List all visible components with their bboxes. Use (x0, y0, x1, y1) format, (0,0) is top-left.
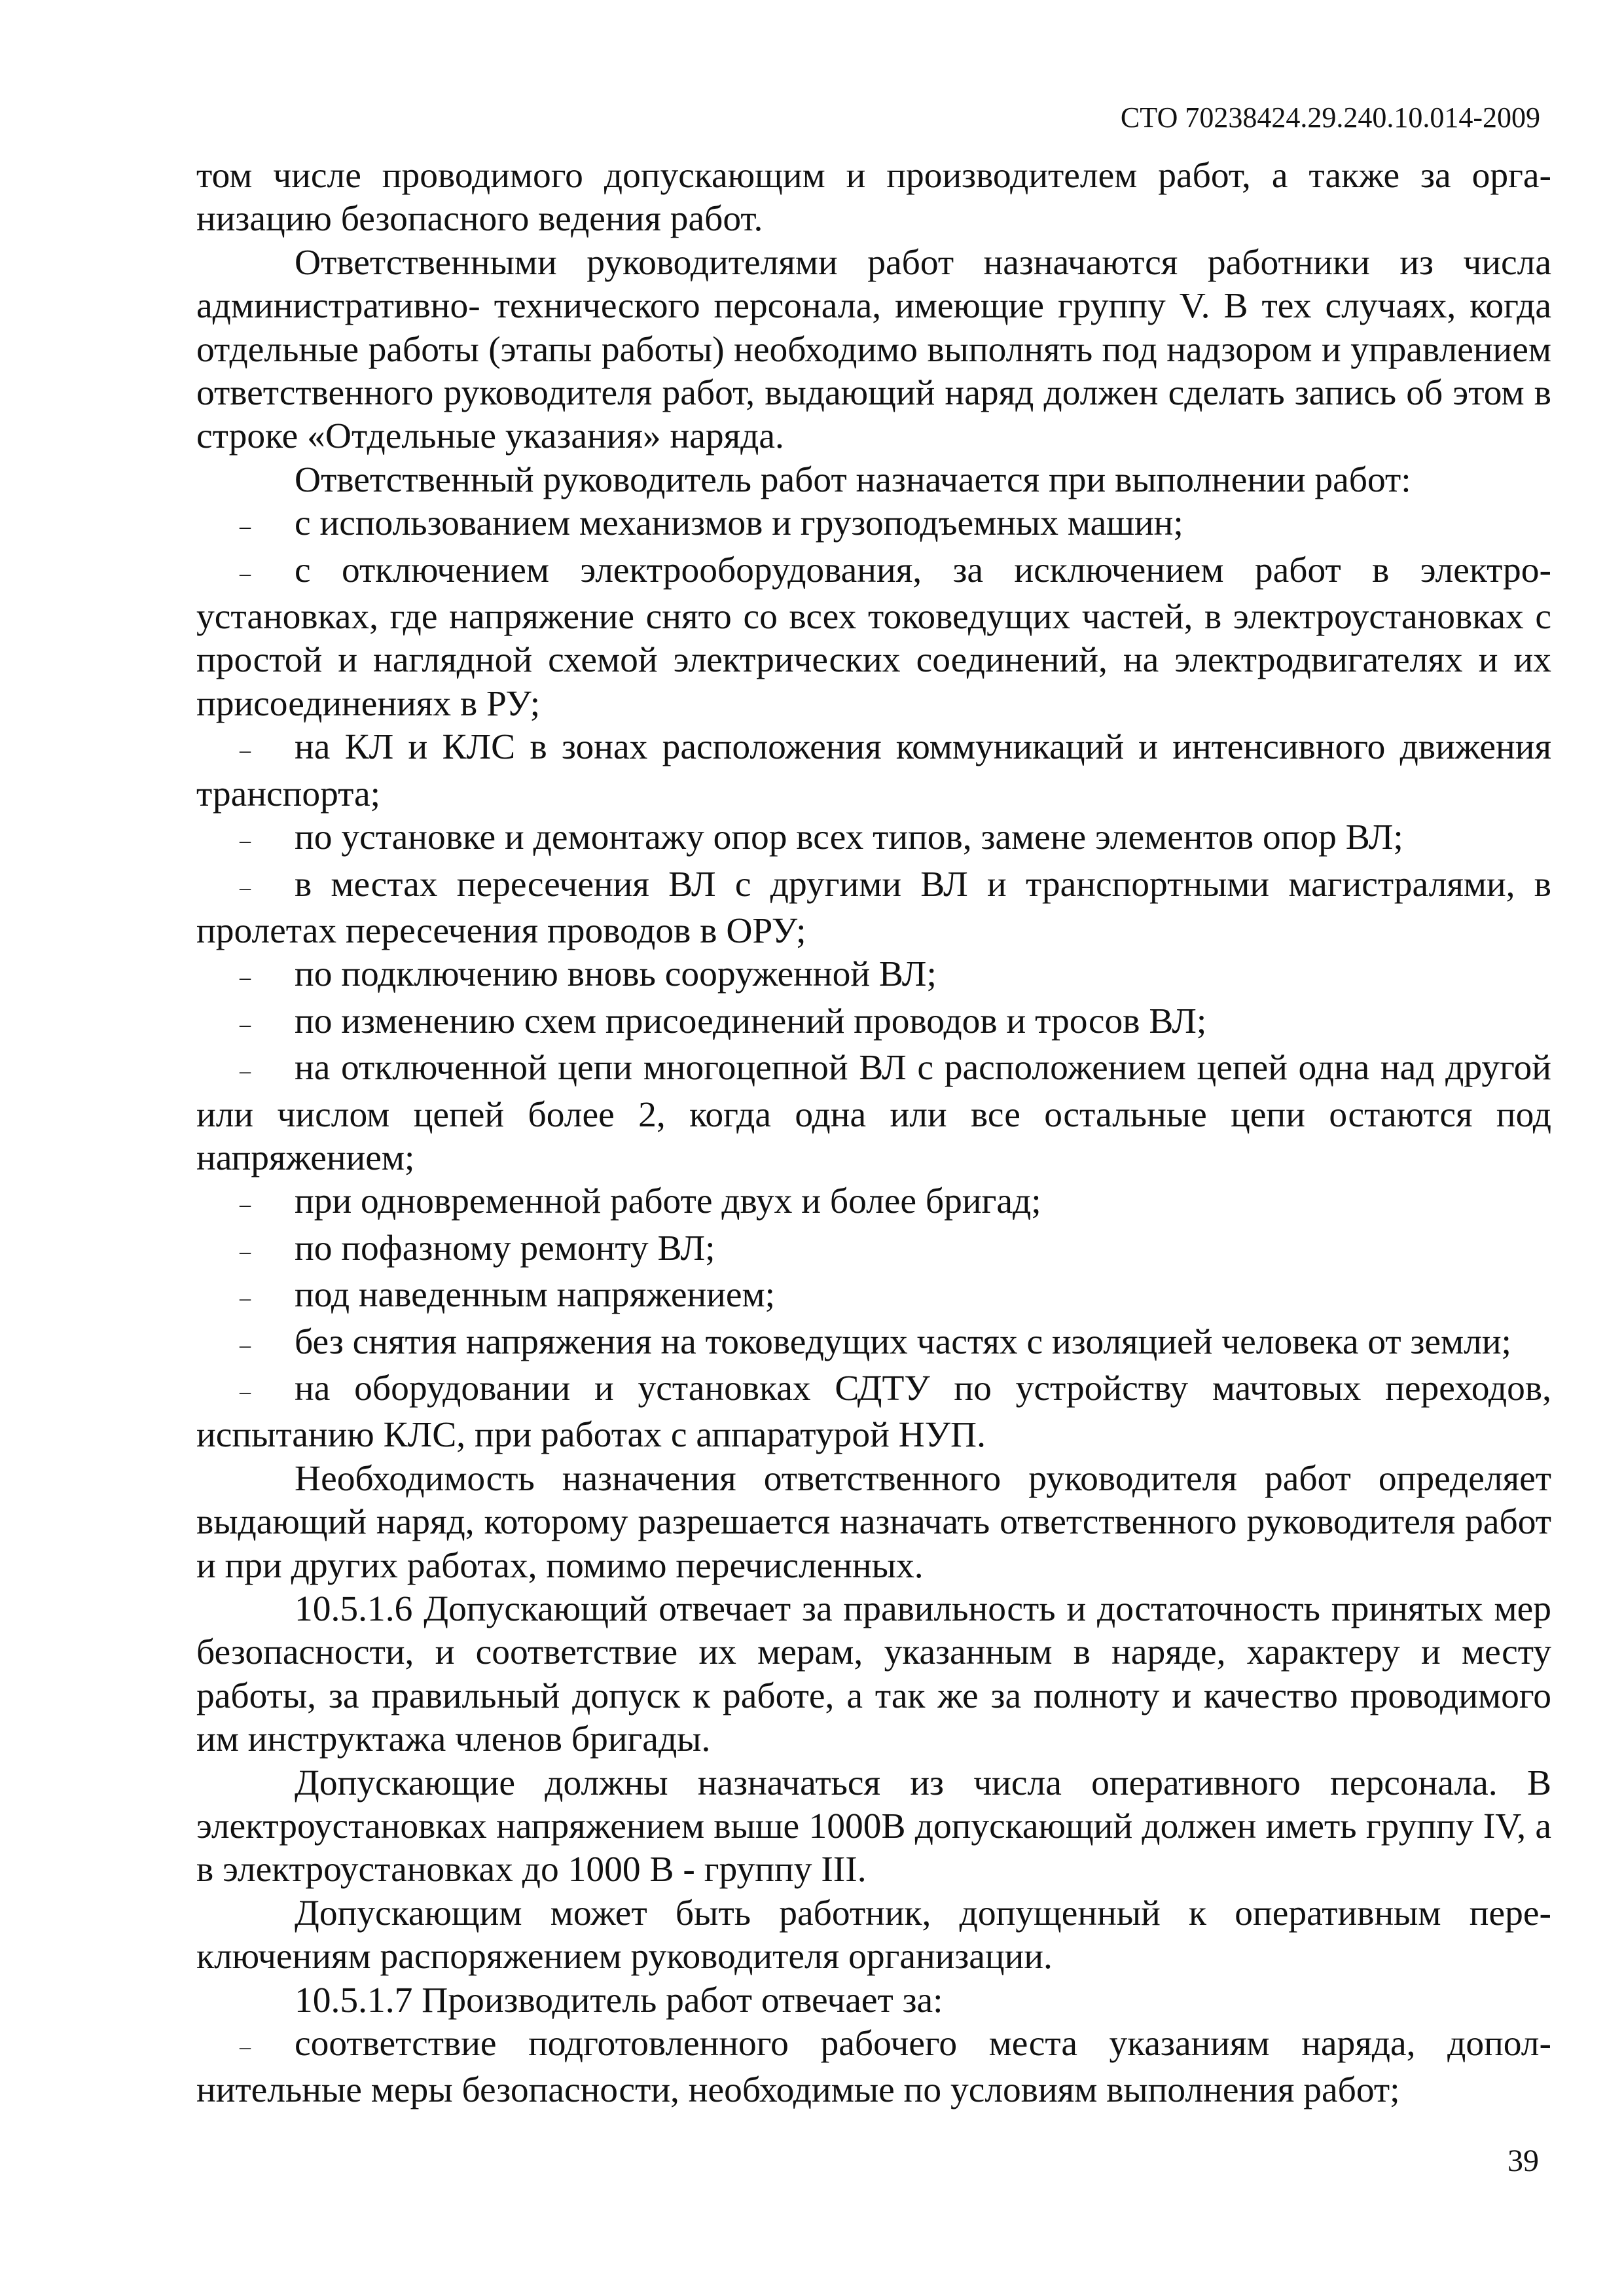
list-item (196, 1227, 1551, 1274)
list-item (196, 549, 1551, 726)
list-bullet-dash: – (240, 1239, 251, 1264)
paragraph-text: на отключенной цепи многоцепной ВЛ с расположением цепей одна над другой или числом цепей более 2, когда одна или все остальные цепи остаются под напряжением; (196, 1048, 1551, 1178)
paragraph-text: на оборудовании и установках СДТУ по устройству мачтовых переходов, испытанию КЛС, при работах с аппаратурой НУП. (196, 1368, 1551, 1456)
paragraph-text: Необходимость назначения ответственного руководителя работ определяет выдающий наряд, которому разрешается назначать ответственного руководителя работ и при других работах, помимо перечисленных. (196, 1458, 1551, 1586)
paragraph (196, 459, 1551, 502)
list-bullet-dash: – (240, 965, 251, 990)
list-item (196, 1274, 1551, 1320)
list-bullet-dash: – (240, 1286, 251, 1311)
list-item (196, 863, 1551, 954)
list-item (196, 1047, 1551, 1180)
paragraph-text: с использованием механизмов и грузоподъемных машин; (295, 503, 1183, 544)
list-bullet-dash: – (240, 1012, 251, 1037)
paragraph-text: без снятия напряжения на токоведущих частях с изоляцией человека от земли; (295, 1321, 1511, 1362)
document-body (196, 154, 1551, 2113)
list-bullet-dash: – (240, 514, 251, 539)
paragraph-text: под наведенным напряжением; (295, 1275, 776, 1316)
paragraph-text: соответствие подготовленного рабочего места указаниям наряда, дополнительные меры безопасности, необходимые по условиям выполнения работ; (196, 2024, 1551, 2111)
paragraph-text: по установке и демонтажу опор всех типов, замене элементов опор ВЛ; (295, 817, 1403, 858)
list-item (196, 1321, 1551, 1367)
list-bullet-dash: – (240, 561, 251, 586)
list-bullet-dash: – (240, 875, 251, 900)
list-item (196, 2022, 1551, 2113)
list-item (196, 1000, 1551, 1047)
list-bullet-dash: – (240, 738, 251, 763)
paragraph-text: Ответственными руководителями работ назначаются работники из числа административно- технического персонала, имеющие группу V. В тех случаях, когда отдельные работы (этапы работы) необходимо выполнять под надзором и управлением ответственного руководителя работ, выдающий наряд должен сделать запись об этом в строке «Отдельные указания» наряда. (196, 242, 1551, 457)
paragraph (196, 1458, 1551, 1588)
list-bullet-dash: – (240, 829, 251, 853)
paragraph-text: по пофазному ремонту ВЛ; (295, 1228, 715, 1268)
paragraph (196, 242, 1551, 459)
paragraph-text: Допускающие должны назначаться из числа оперативного персонала. В электроустановках напряжением выше 1000В допускающий должен иметь группу IV, а в электроустановках до 1000 В - группу III. (196, 1763, 1551, 1890)
paragraph-text: с отключением электрооборудования, за исключением работ в электроустановках, где напряжение снято со всех токоведущих частей, в электроустановках с простой и наглядной схемой электрических соединений, на электродвигателях и их присоединениях в РУ; (196, 550, 1551, 724)
list-item (196, 816, 1551, 863)
paragraph (196, 1979, 1551, 2022)
paragraph-text: 10.5.1.7 Производитель работ отвечает за: (295, 1980, 943, 2020)
list-bullet-dash: – (240, 1333, 251, 1357)
paragraph-text: Ответственный руководитель работ назначается при выполнении работ: (295, 459, 1411, 500)
paragraph-text: по подключению вновь сооруженной ВЛ; (295, 954, 937, 995)
list-bullet-dash: – (240, 2035, 251, 2060)
list-bullet-dash: – (240, 1193, 251, 1217)
paragraph-text: в местах пересечения ВЛ с другими ВЛ и транспортными магистралями, в пролетах пересечения проводов в ОРУ; (196, 864, 1551, 951)
list-bullet-dash: – (240, 1059, 251, 1084)
paragraph (196, 1762, 1551, 1892)
paragraph-text: по изменению схем присоединений проводов и тросов ВЛ; (295, 1001, 1207, 1041)
list-item (196, 726, 1551, 816)
list-item (196, 1180, 1551, 1227)
paragraph-continuation (196, 154, 1551, 242)
paragraph-text: том числе проводимого допускающим и производителем работ, а также за организацию безопасного ведения работ. (196, 156, 1551, 240)
list-item (196, 1367, 1551, 1458)
paragraph (196, 1892, 1551, 1979)
paragraph-text: на КЛ и КЛС в зонах расположения коммуникаций и интенсивного движения транспорта; (196, 727, 1551, 814)
paragraph-text: Допускающим может быть работник, допущенный к оперативным переключениям распоряжением руководителя организации. (196, 1893, 1551, 1977)
list-bullet-dash: – (240, 1379, 251, 1404)
paragraph-text: 10.5.1.6 Допускающий отвечает за правильность и достаточность принятых мер безопасности, и соответствие их мерам, указанным в наряде, характеру и месту работы, за правильный допуск к работе, а так же за полноту и качество проводимого им инструктажа членов бригады. (196, 1589, 1551, 1760)
paragraph-text: при одновременной работе двух и более бригад; (295, 1181, 1041, 1222)
document-header: СТО 70238424.29.240.10.014-2009 (1120, 101, 1540, 134)
paragraph (196, 1588, 1551, 1762)
list-item (196, 502, 1551, 548)
list-item (196, 953, 1551, 999)
page-number: 39 (1507, 2144, 1539, 2178)
